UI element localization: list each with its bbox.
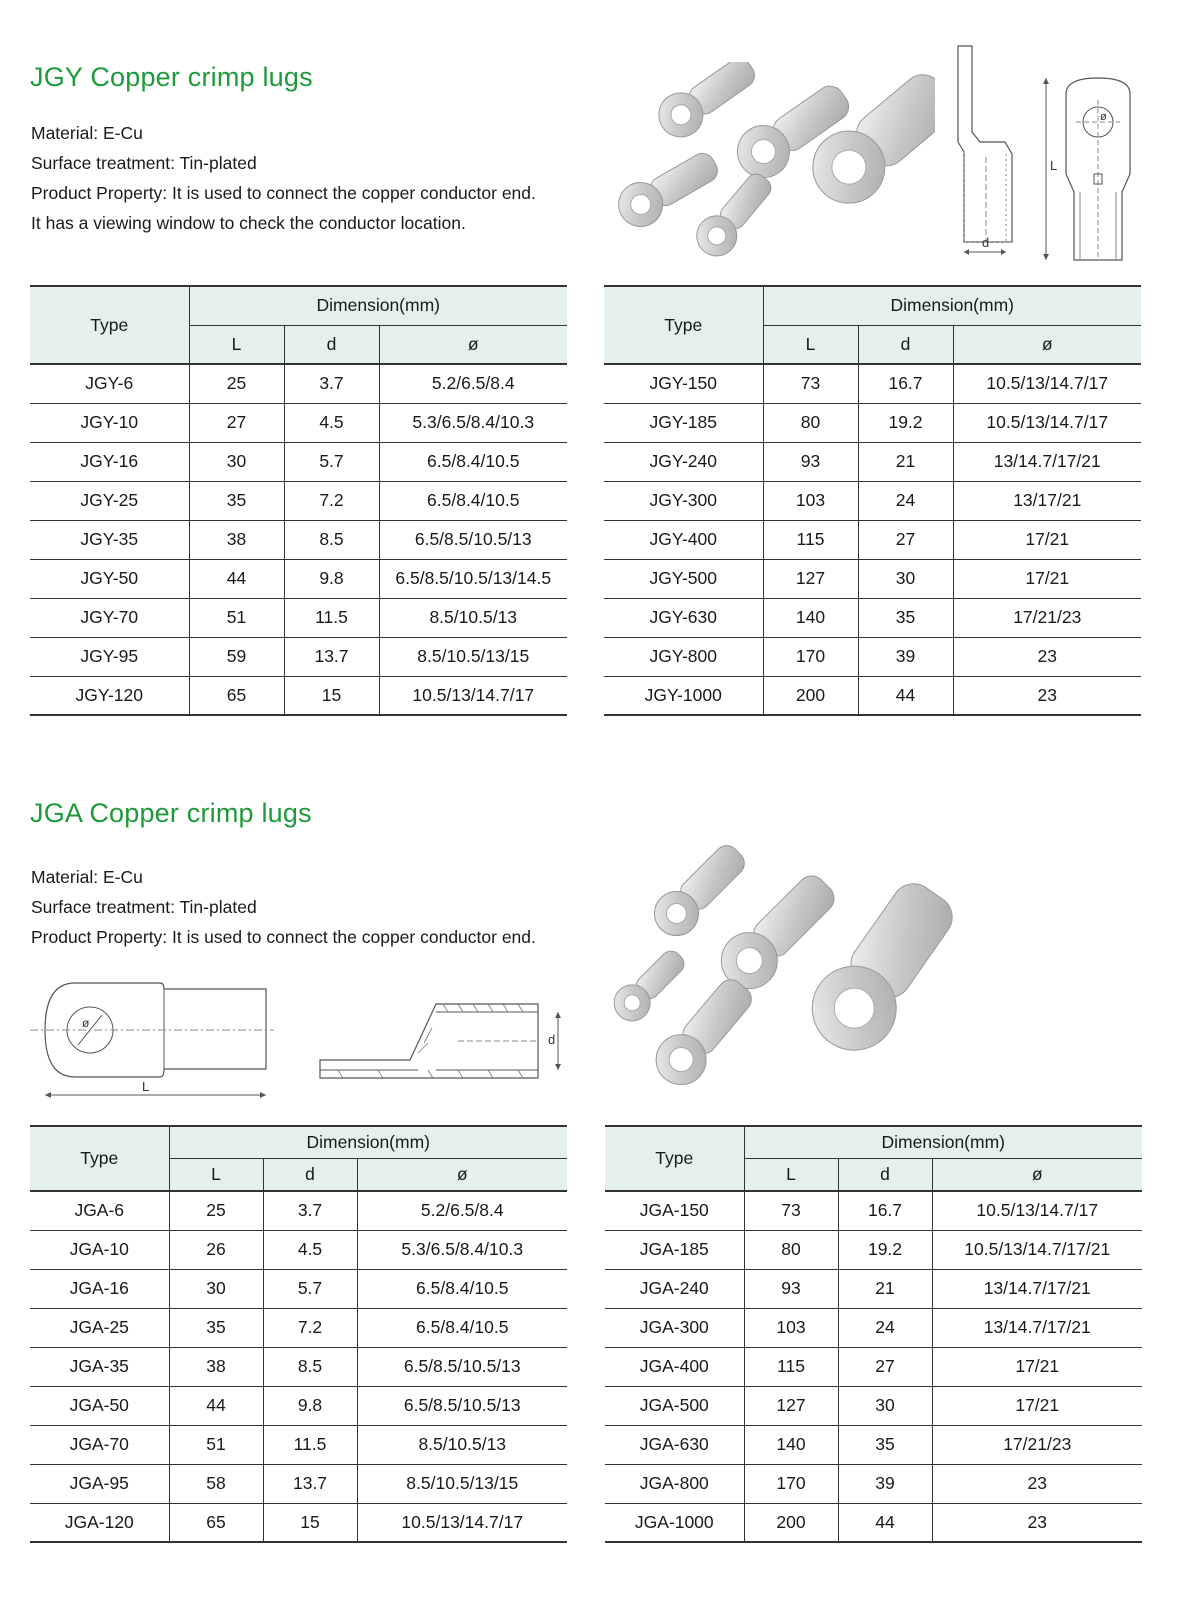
jga-surface: Surface treatment: Tin-plated <box>31 897 257 917</box>
jgy-table-right <box>604 285 1141 716</box>
l-cell: 35 <box>189 481 284 520</box>
phi-cell: 17/21 <box>932 1347 1142 1386</box>
table-row <box>30 1464 567 1503</box>
l-cell: 103 <box>744 1308 838 1347</box>
phi-cell: 23 <box>953 637 1141 676</box>
jgy-property: Product Property: It is used to connect the copper conductor end. <box>31 183 536 203</box>
type-cell: JGY-70 <box>30 598 189 637</box>
table-row <box>30 481 567 520</box>
phi-cell: 8.5/10.5/13 <box>357 1425 567 1464</box>
table-row <box>605 1503 1142 1542</box>
d-cell: 39 <box>858 637 953 676</box>
table-row <box>605 1191 1142 1230</box>
l-cell: 170 <box>744 1464 838 1503</box>
jga-lug-4 <box>607 943 693 1029</box>
table-row <box>604 481 1141 520</box>
type-cell: JGA-300 <box>605 1308 744 1347</box>
l-cell: 59 <box>189 637 284 676</box>
table-row <box>30 1347 567 1386</box>
type-cell: JGY-185 <box>604 403 763 442</box>
l-cell: 93 <box>763 442 858 481</box>
type-header: Type <box>604 286 763 364</box>
phi-cell: 8.5/10.5/13 <box>379 598 567 637</box>
jgy-side-drawing <box>950 42 1040 267</box>
l-cell: 200 <box>744 1503 838 1542</box>
l-cell: 140 <box>763 598 858 637</box>
phi-cell: 10.5/13/14.7/17 <box>379 676 567 715</box>
type-cell: JGA-35 <box>30 1347 169 1386</box>
col-l-header: L <box>744 1158 838 1191</box>
table-row <box>605 1386 1142 1425</box>
jga-title: JGA Copper crimp lugs <box>30 798 312 828</box>
type-header: Type <box>30 1126 169 1191</box>
d-cell: 24 <box>838 1308 932 1347</box>
col-phi-header: ø <box>953 325 1141 364</box>
phi-cell: 8.5/10.5/13/15 <box>379 637 567 676</box>
jgy-right-body <box>604 364 1141 715</box>
jga-top-l-label: L <box>142 1079 150 1094</box>
table-row <box>30 1386 567 1425</box>
jga-top-drawing <box>30 975 280 1105</box>
type-cell: JGY-150 <box>604 364 763 403</box>
table-row <box>604 403 1141 442</box>
l-cell: 30 <box>169 1269 263 1308</box>
phi-cell: 13/14.7/17/21 <box>953 442 1141 481</box>
type-cell: JGA-16 <box>30 1269 169 1308</box>
l-cell: 25 <box>189 364 284 403</box>
jga-side-drawing <box>318 998 570 1084</box>
jgy-front-l-label: L <box>1050 158 1058 173</box>
jgy-front-phi-label: ø <box>1100 111 1107 123</box>
jga-table-left <box>30 1125 567 1543</box>
d-cell: 3.7 <box>263 1191 357 1230</box>
jgy-surface: Surface treatment: Tin-plated <box>31 153 257 173</box>
table-row <box>30 364 567 403</box>
type-cell: JGY-35 <box>30 520 189 559</box>
jga-right-body <box>605 1191 1142 1542</box>
l-cell: 115 <box>744 1347 838 1386</box>
dimension-header: Dimension(mm) <box>169 1126 567 1158</box>
jgy-lug-3 <box>798 62 935 218</box>
phi-cell: 17/21 <box>953 559 1141 598</box>
table-row <box>604 520 1141 559</box>
d-cell: 44 <box>858 676 953 715</box>
type-cell: JGA-150 <box>605 1191 744 1230</box>
d-cell: 9.8 <box>284 559 379 598</box>
table-row <box>30 403 567 442</box>
jga-table-right <box>605 1125 1142 1543</box>
d-cell: 4.5 <box>263 1230 357 1269</box>
l-cell: 170 <box>763 637 858 676</box>
d-cell: 30 <box>838 1386 932 1425</box>
l-cell: 115 <box>763 520 858 559</box>
l-cell: 38 <box>189 520 284 559</box>
jgy-left-body <box>30 364 567 715</box>
type-cell: JGA-400 <box>605 1347 744 1386</box>
table-row <box>604 676 1141 715</box>
phi-cell: 23 <box>932 1464 1142 1503</box>
d-cell: 3.7 <box>284 364 379 403</box>
type-cell: JGY-25 <box>30 481 189 520</box>
table-row <box>30 1308 567 1347</box>
type-cell: JGA-70 <box>30 1425 169 1464</box>
type-cell: JGY-50 <box>30 559 189 598</box>
phi-cell: 10.5/13/14.7/17 <box>953 403 1141 442</box>
phi-cell: 5.2/6.5/8.4 <box>357 1191 567 1230</box>
table-row <box>605 1425 1142 1464</box>
d-cell: 27 <box>858 520 953 559</box>
jgy-side-d-label: d <box>982 235 990 250</box>
col-d-header: d <box>263 1158 357 1191</box>
l-cell: 35 <box>169 1308 263 1347</box>
jgy-product-photo <box>605 62 935 262</box>
phi-cell: 13/14.7/17/21 <box>932 1269 1142 1308</box>
type-cell: JGA-1000 <box>605 1503 744 1542</box>
d-cell: 7.2 <box>284 481 379 520</box>
l-cell: 44 <box>169 1386 263 1425</box>
d-cell: 16.7 <box>838 1191 932 1230</box>
jga-top-phi-label: ø <box>82 1016 90 1030</box>
table-row <box>605 1308 1142 1347</box>
type-cell: JGY-95 <box>30 637 189 676</box>
l-cell: 65 <box>189 676 284 715</box>
type-cell: JGA-800 <box>605 1464 744 1503</box>
jgy-property-2: It has a viewing window to check the conductor location. <box>31 213 466 233</box>
l-cell: 58 <box>169 1464 263 1503</box>
type-cell: JGY-400 <box>604 520 763 559</box>
l-cell: 80 <box>763 403 858 442</box>
phi-cell: 13/14.7/17/21 <box>932 1308 1142 1347</box>
jga-left-body <box>30 1191 567 1542</box>
type-cell: JGA-240 <box>605 1269 744 1308</box>
l-cell: 26 <box>169 1230 263 1269</box>
d-cell: 39 <box>838 1464 932 1503</box>
phi-cell: 10.5/13/14.7/17/21 <box>932 1230 1142 1269</box>
phi-cell: 6.5/8.4/10.5 <box>379 481 567 520</box>
l-cell: 140 <box>744 1425 838 1464</box>
type-cell: JGY-120 <box>30 676 189 715</box>
l-cell: 127 <box>763 559 858 598</box>
phi-cell: 5.3/6.5/8.4/10.3 <box>357 1230 567 1269</box>
d-cell: 30 <box>858 559 953 598</box>
table-row <box>604 637 1141 676</box>
type-cell: JGY-1000 <box>604 676 763 715</box>
jga-info <box>31 862 536 952</box>
l-cell: 30 <box>189 442 284 481</box>
col-d-header: d <box>838 1158 932 1191</box>
type-cell: JGY-630 <box>604 598 763 637</box>
table-row <box>605 1230 1142 1269</box>
l-cell: 127 <box>744 1386 838 1425</box>
jga-lug-1 <box>645 836 753 944</box>
table-row <box>605 1347 1142 1386</box>
phi-cell: 6.5/8.4/10.5 <box>357 1269 567 1308</box>
table-row <box>604 559 1141 598</box>
phi-cell: 6.5/8.5/10.5/13/14.5 <box>379 559 567 598</box>
dimension-header: Dimension(mm) <box>189 286 567 325</box>
phi-cell: 10.5/13/14.7/17 <box>953 364 1141 403</box>
table-row <box>30 1425 567 1464</box>
type-cell: JGA-10 <box>30 1230 169 1269</box>
col-l-header: L <box>169 1158 263 1191</box>
phi-cell: 17/21 <box>953 520 1141 559</box>
table-row <box>30 520 567 559</box>
phi-cell: 13/17/21 <box>953 481 1141 520</box>
phi-cell: 8.5/10.5/13/15 <box>357 1464 567 1503</box>
col-phi-header: ø <box>379 325 567 364</box>
d-cell: 9.8 <box>263 1386 357 1425</box>
d-cell: 13.7 <box>284 637 379 676</box>
type-cell: JGY-10 <box>30 403 189 442</box>
d-cell: 8.5 <box>263 1347 357 1386</box>
type-cell: JGY-300 <box>604 481 763 520</box>
jgy-table-left <box>30 285 567 716</box>
table-row <box>604 442 1141 481</box>
l-cell: 93 <box>744 1269 838 1308</box>
phi-cell: 5.2/6.5/8.4 <box>379 364 567 403</box>
type-header: Type <box>605 1126 744 1191</box>
jga-side-d-label: d <box>548 1032 556 1047</box>
phi-cell: 6.5/8.4/10.5 <box>379 442 567 481</box>
phi-cell: 23 <box>932 1503 1142 1542</box>
d-cell: 13.7 <box>263 1464 357 1503</box>
phi-cell: 17/21/23 <box>953 598 1141 637</box>
dimension-header: Dimension(mm) <box>763 286 1141 325</box>
type-cell: JGA-630 <box>605 1425 744 1464</box>
jga-product-photo <box>605 835 955 1085</box>
table-row <box>30 676 567 715</box>
col-d-header: d <box>858 325 953 364</box>
dimension-header: Dimension(mm) <box>744 1126 1142 1158</box>
table-row <box>30 637 567 676</box>
phi-cell: 6.5/8.5/10.5/13 <box>357 1347 567 1386</box>
l-cell: 73 <box>744 1191 838 1230</box>
table-row <box>30 1503 567 1542</box>
type-cell: JGY-240 <box>604 442 763 481</box>
type-cell: JGY-800 <box>604 637 763 676</box>
jgy-info <box>31 118 536 238</box>
d-cell: 21 <box>858 442 953 481</box>
l-cell: 73 <box>763 364 858 403</box>
d-cell: 24 <box>858 481 953 520</box>
col-phi-header: ø <box>357 1158 567 1191</box>
col-phi-header: ø <box>932 1158 1142 1191</box>
type-cell: JGA-95 <box>30 1464 169 1503</box>
l-cell: 103 <box>763 481 858 520</box>
d-cell: 27 <box>838 1347 932 1386</box>
type-cell: JGA-6 <box>30 1191 169 1230</box>
phi-cell: 6.5/8.5/10.5/13 <box>379 520 567 559</box>
l-cell: 44 <box>189 559 284 598</box>
col-l-header: L <box>763 325 858 364</box>
phi-cell: 17/21/23 <box>932 1425 1142 1464</box>
phi-cell: 6.5/8.5/10.5/13 <box>357 1386 567 1425</box>
type-cell: JGA-120 <box>30 1503 169 1542</box>
jgy-front-drawing <box>1038 74 1148 266</box>
type-cell: JGY-6 <box>30 364 189 403</box>
l-cell: 38 <box>169 1347 263 1386</box>
d-cell: 7.2 <box>263 1308 357 1347</box>
d-cell: 5.7 <box>263 1269 357 1308</box>
type-cell: JGA-50 <box>30 1386 169 1425</box>
phi-cell: 23 <box>953 676 1141 715</box>
table-row <box>604 598 1141 637</box>
table-row <box>605 1269 1142 1308</box>
type-cell: JGY-16 <box>30 442 189 481</box>
type-cell: JGA-185 <box>605 1230 744 1269</box>
jga-property: Product Property: It is used to connect the copper conductor end. <box>31 927 536 947</box>
phi-cell: 5.3/6.5/8.4/10.3 <box>379 403 567 442</box>
jga-material: Material: E-Cu <box>31 867 143 887</box>
d-cell: 4.5 <box>284 403 379 442</box>
d-cell: 35 <box>858 598 953 637</box>
table-row <box>605 1464 1142 1503</box>
table-row <box>604 364 1141 403</box>
phi-cell: 6.5/8.4/10.5 <box>357 1308 567 1347</box>
d-cell: 16.7 <box>858 364 953 403</box>
d-cell: 19.2 <box>838 1230 932 1269</box>
l-cell: 80 <box>744 1230 838 1269</box>
phi-cell: 10.5/13/14.7/17 <box>932 1191 1142 1230</box>
l-cell: 200 <box>763 676 858 715</box>
d-cell: 35 <box>838 1425 932 1464</box>
type-header: Type <box>30 286 189 364</box>
d-cell: 11.5 <box>263 1425 357 1464</box>
l-cell: 65 <box>169 1503 263 1542</box>
table-row <box>30 442 567 481</box>
type-cell: JGY-500 <box>604 559 763 598</box>
phi-cell: 10.5/13/14.7/17 <box>357 1503 567 1542</box>
d-cell: 5.7 <box>284 442 379 481</box>
d-cell: 44 <box>838 1503 932 1542</box>
type-cell: JGA-500 <box>605 1386 744 1425</box>
d-cell: 11.5 <box>284 598 379 637</box>
d-cell: 15 <box>284 676 379 715</box>
jgy-title: JGY Copper crimp lugs <box>30 62 313 92</box>
phi-cell: 17/21 <box>932 1386 1142 1425</box>
type-cell: JGA-25 <box>30 1308 169 1347</box>
d-cell: 8.5 <box>284 520 379 559</box>
d-cell: 15 <box>263 1503 357 1542</box>
table-row <box>30 1191 567 1230</box>
d-cell: 21 <box>838 1269 932 1308</box>
jgy-material: Material: E-Cu <box>31 123 143 143</box>
l-cell: 51 <box>169 1425 263 1464</box>
table-row <box>30 1269 567 1308</box>
table-row <box>30 598 567 637</box>
d-cell: 19.2 <box>858 403 953 442</box>
l-cell: 25 <box>169 1191 263 1230</box>
l-cell: 27 <box>189 403 284 442</box>
table-row <box>30 1230 567 1269</box>
col-d-header: d <box>284 325 379 364</box>
l-cell: 51 <box>189 598 284 637</box>
table-row <box>30 559 567 598</box>
col-l-header: L <box>189 325 284 364</box>
